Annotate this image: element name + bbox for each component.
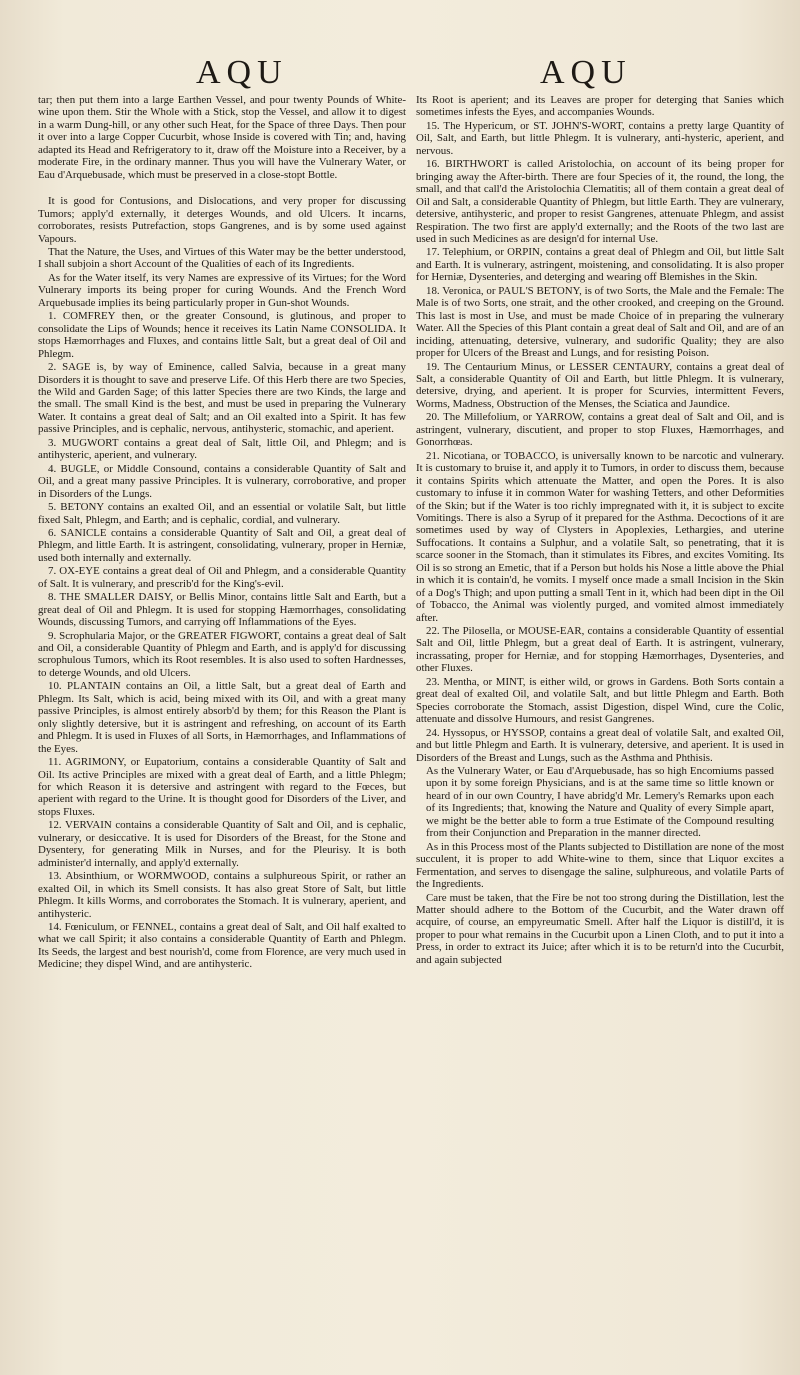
paragraph: That the Nature, the Uses, and Virtues of this Water may be the better understood, I shall subjoin a short Account of the Qualities of each of its Ingredients. [38, 245, 406, 271]
entry-ox-eye: 7. OX-EYE contains a great deal of Oil and Phlegm, and a considerable Quantity of Salt. It is vulnerary, and prescrib'd for the King's-evil. [38, 565, 406, 590]
running-head [0, 54, 800, 94]
entry-tobacco: 21. Nicotiana, or TOBACCO, is universally known to be narcotic and vulnerary. It is customary to bruise it, and apply it to Tumors, in order to discuss them, because it contains Spirits which attenuate the Matter, and open the Pores. It is also customary to infuse it in common Water for washing Tetters, and other Deformities of the Skin; but if the Water is too richly impregnated with it, it is subject to excite Vomitings. There is also a Syrup of it prepared for the Asthma. Decoctions of it are sometimes used by way of Clysters in Apoplexies, Lethargies, and uterine Suffocations. It contains a Sulphur, and a volatile Salt, so penetrating, that it is scarce sooner in the Stomach, than it stimulates its Fibres, and excites Vomiting. Its Oil is so strong an Emetic, that if a Person but holds his Nose a little above the Phial in which it is contain'd, he vomits. I myself once made a small Incision in the Skin of a Dog's Thigh; and upon putting a small Tent in it, which had been dipt in the Oil of Tobacco, the Animal was violently purged, and vomited almost immediately after. [416, 449, 784, 624]
entry-smaller-daisy: 8. THE SMALLER DAISY, or Bellis Minor, contains little Salt and Earth, but a great deal of Oil and Phlegm. It is used for stopping Hæmorrhages, consolidating Wounds, discussing Tumors, and carrying off Inflammations of the Eyes. [38, 591, 406, 629]
entry-vervain: 12. VERVAIN contains a considerable Quantity of Salt and Oil, and is cephalic, vulnerary, or desiccative. It is used for Disorders of the Breast, for the Stone and Dysentery, for generating Milk in Nurses, and for the Pleurisy. It is both administer'd internally, and apply'd externally. [38, 819, 406, 869]
entry-comfrey: 1. COMFREY then, or the greater Consound, is glutinous, and proper to consolidate the Lips of Wounds; hence it receives its Latin Name CONSOLIDA. It stops Hæmorrhages and Fluxes, and contains little Salt, but a great deal of Oil and Phlegm. [38, 310, 406, 360]
entry-st-johns-wort: 15. The Hypericum, or ST. JOHN'S-WORT, contains a pretty large Quantity of Oil, Salt, and Earth, but little Phlegm. It is vulnerary, anti-hysteric, aperient, and nervous. [416, 119, 784, 157]
entry-mouse-ear: 22. The Pilosella, or MOUSE-EAR, contains a considerable Quantity of essential Salt and Oil, little Phlegm, but a great deal of Earth. It is astringent, vulnerary, incrassating, proper for Herniæ, and for stopping Hæmorrhages, Dysenteries, and other Fluxes. [416, 625, 784, 675]
entry-birthwort: 16. BIRTHWORT is called Aristolochia, on account of its being proper for bringing away the After-birth. There are four Species of it, the round, the long, the small, and that call'd the Aristolochia Clematitis; all of them contain a great deal of Oil and Salt, a considerable Quantity of Phlegm, but little Earth. They are vulnerary, detersive, antihysteric, and proper to resist Gangrenes, attenuate Phlegm, and assist Respiration. The two first are apply'd externally; and the Roots of the two last are used in such Medicines as are design'd for internal Use. [416, 158, 784, 245]
entry-hyssop: 24. Hyssopus, or HYSSOP, contains a great deal of volatile Salt, and exalted Oil, and but little Phlegm and Earth. It is vulnerary, detersive, and aperient. It is used in Disorders of the Breast and Lungs, such as the Asthma and Phthisis. [416, 726, 784, 764]
paragraph: It is good for Contusions, and Dislocations, and very proper for discussing Tumors; apply'd externally, it deterges Wounds, and old Ulcers. It incarns, corroborates, resists Putrefaction, stops Gangrenes, and is by some used against Vapours. [38, 195, 406, 245]
running-head-left: AQU [196, 54, 288, 91]
entry-betony: 5. BETONY contains an exalted Oil, and an essential or volatile Salt, but little fixed Salt, Phlegm, and Earth; and is cephalic, cordial, and vulnerary. [38, 501, 406, 526]
paragraph: tar; then put them into a large Earthen Vessel, and pour twenty Pounds of White-wine upon them. Stir the Whole with a Stick, stop the Vessel, and allow it to digest in a warm Dung-hill, or any other such Heat, for the Space of three Days. Then pour it over into a large Copper Cucurbit, whose Inside is covered with Tin; and, having adapted its Head and Refrigeratory to it, draw off the Moisture into a Receiver, by a moderate Fire, in the ordinary manner. Thus you will have the Vulnerary Water, or Eau d'Arquebusade, which must be preserved in a close-stopt Bottle. [38, 94, 406, 181]
entry-fennel: 14. Fœniculum, or FENNEL, contains a great deal of Salt, and Oil half exalted to what we call Spirit; it also contains a considerable Quantity of Earth and Phlegm. Its Seeds, the largest and best nourish'd, come from Florence, are very much used in Medicine; they dispel Wind, and are antihysteric. [38, 921, 406, 971]
paragraph: As in this Process most of the Plants subjected to Distillation are none of the most succulent, it is proper to add White-wine to them, since that Liquor excites a Fermentation, and serves to disengage the saline, sulphureous, and volatile Parts of the Ingredients. [416, 840, 784, 891]
paragraph: Its Root is aperient; and its Leaves are proper for deterging that Sanies which sometimes infests the Eyes, and accompanies Wounds. [416, 94, 784, 119]
right-column [416, 94, 784, 1364]
entry-plantain: 10. PLANTAIN contains an Oil, a little Salt, but a great deal of Earth and Phlegm. Its Salt, which is acid, being mixed with its Oil, and with a great many passive Principles, is almost entirely absorb'd by them; for this Reason the Plant is only slightly detersive, but it is astringent and refreshing, on account of its Earth and Phlegm. It is used in Fluxes of all Sorts, in Hæmorrhages, and Inflammations of the Eyes. [38, 680, 406, 755]
entry-mint: 23. Mentha, or MINT, is either wild, or grows in Gardens. Both Sorts contain a great deal of exalted Oil, and volatile Salt, and but little Phlegm and Earth. Both Species corroborate the Stomach, assist Digestion, dispel Wind, cure the Colic, attenuate and dissolve Humours, and resist Gangrenes. [416, 675, 784, 726]
paragraph: As for the Water itself, its very Names are expressive of its Virtues; for the Word Vulnerary imports its being proper for curing Wounds. And the French Word Arquebusade implies its being particularly proper in Gun-shot Wounds. [38, 271, 406, 309]
paragraph: Care must be taken, that the Fire be not too strong during the Distillation, lest the Matter should adhere to the Bottom of the Cucurbit, and the Water drawn off acquire, of course, an empyreumatic Smell. After half the Liquor is distill'd, it is proper to pour what remains in the Cucurbit upon a Linen Cloth, and to put it into a Press, in order to extract its Juice; after which it is to be return'd into the Cucurbit, and again subjected [416, 891, 784, 966]
entry-bugle: 4. BUGLE, or Middle Consound, contains a considerable Quantity of Salt and Oil, and a great many passive Principles. It is vulnerary, corroborative, and proper in Disorders of the Lungs. [38, 462, 406, 500]
running-head-right: AQU [540, 54, 632, 91]
entry-orpin: 17. Telephium, or ORPIN, contains a great deal of Phlegm and Oil, but little Salt and Earth. It is vulnerary, astringent, moistening, and consolidating. It is also proper for Herniæ, Dysenteries, and deterging and wearing off Blemishes in the Skin. [416, 246, 784, 284]
entry-sanicle: 6. SANICLE contains a considerable Quantity of Salt and Oil, a great deal of Phlegm, and little Earth. It is astringent, consolidating, vulnerary, proper in Herniæ, used both internally and externally. [38, 526, 406, 564]
entry-yarrow: 20. The Millefolium, or YARROW, contains a great deal of Salt and Oil, and is astringent, vulnerary, discutient, and proper to stop Fluxes, Hæmorrhages, and Gonorrhœas. [416, 411, 784, 449]
entry-mugwort: 3. MUGWORT contains a great deal of Salt, little Oil, and Phlegm; and is antihysteric, aperient, and vulnerary. [38, 436, 406, 462]
entry-wormwood: 13. Absinthium, or WORMWOOD, contains a sulphureous Spirit, or rather an exalted Oil, in which its Smell consists. It has also great Store of Salt, but little Phlegm. It kills Worms, and corroborates the Stomach. It is vulnerary, aperient, and antihysteric. [38, 870, 406, 920]
entry-lesser-centaury: 19. The Centaurium Minus, or LESSER CENTAURY, contains a great deal of Salt, a considerable Quantity of Oil and Earth, but little Phlegm. It is vulnerary, detersive, drying, and aperient. It is proper for Scurvies, intermittent Fevers, Worms, Madness, Obstruction of the Menses, the Sciatica and Jaundice. [416, 360, 784, 410]
entry-pauls-betony: 18. Veronica, or PAUL'S BETONY, is of two Sorts, the Male and the Female: The Male is of two Sorts, one strait, and the other crooked, and creeping on the Ground. This last is most in Use, and must be made Choice of in preparing the vulnerary Water. All the Species of this Plant contain a great deal of Salt and Oil, and are of an inciding, attenuating, detersive, vulnerary, and sudorific Quality; they are also proper for Ulcers of the Breast and Lungs, and for resisting Poison. [416, 284, 784, 360]
entry-sage: 2. SAGE is, by way of Eminence, called Salvia, because in a great many Disorders it is thought to save and preserve Life. Of this Herb there are two Species, the Wild and Garden Sage; of this latter Species there are two Kinds, the large and the small. The small Kind is the best, and must be used in preparing the Vulnerary Water. It contains a great deal of Salt; and an Oil exalted into a Spirit. It has few passive Principles, and is cephalic, nervous, antihysteric, stomachic, and aperient. [38, 361, 406, 436]
left-column [38, 94, 406, 1364]
paragraph: As the Vulnerary Water, or Eau d'Arquebusade, has so high Encomiums passed upon it by some foreign Physicians, and is at the same time so little known or heard of in our own Country, I have abridg'd Mr. Lemery's Remarks upon each of its Ingredients; that, knowing the Nature and Quality of every Simple apart, we might be the better able to form a true Estimate of the Compound resulting from their Conjunction and Preparation in the manner directed. [426, 765, 774, 840]
entry-agrimony: 11. AGRIMONY, or Eupatorium, contains a considerable Quantity of Salt and Oil. Its active Principles are mixed with a great deal of Earth, and a little Phlegm; for which Reason it is detersive and astringent with regard to the Fœces, but aperient with regard to the Urine. It is thought good for Disorders of the Liver, and stops Fluxes. [38, 756, 406, 818]
entry-greater-figwort: 9. Scrophularia Major, or the GREATER FIGWORT, contains a great deal of Salt and Oil, a considerable Quantity of Phlegm and Earth, and is apply'd for discussing scrophulous Tumors, which its Root resembles. It is also used to soften Hardnesses, to deterge Wounds, and old Ulcers. [38, 629, 406, 679]
